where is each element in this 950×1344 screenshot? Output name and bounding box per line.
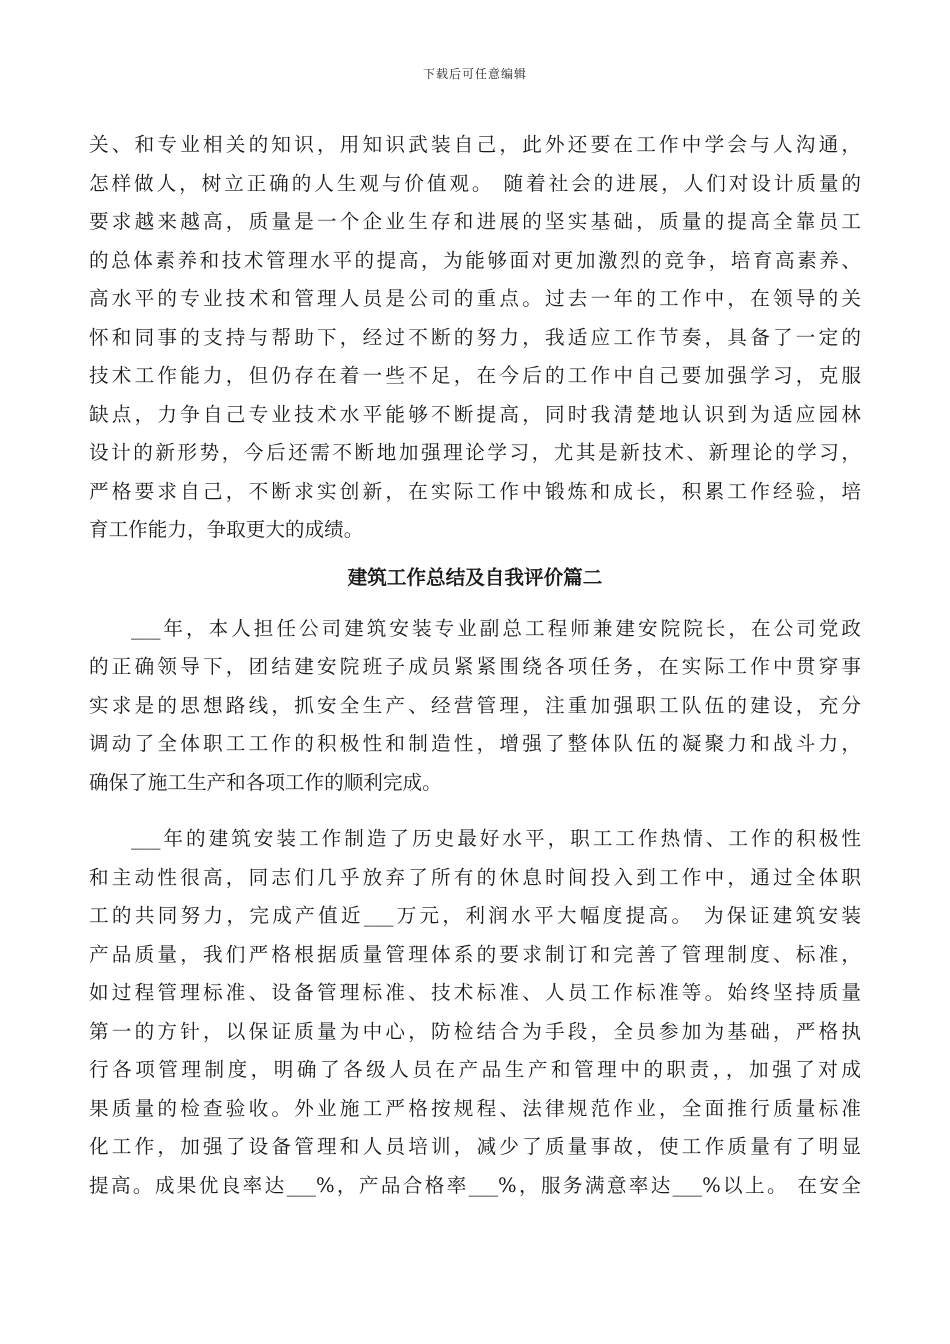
text-line: 产品质量，我们严格根据质量管理体系的要求制订和完善了管理制度、标准， <box>89 942 861 966</box>
text-line: ___年，本人担任公司建筑安装专业副总工程师兼建安院院长，在公司党政 <box>131 616 861 640</box>
text-line: 工的共同努力，完成产值近___万元，利润水平大幅度提高。 为保证建筑安装 <box>89 904 861 927</box>
text-line: 调动了全体职工工作的积极性和制造性，增强了整体队伍的凝聚力和战斗力， <box>89 732 861 755</box>
text-line: 化工作，加强了设备管理和人员培训，减少了质量事故，使工作质量有了明显 <box>89 1135 861 1158</box>
text-line: 育工作能力，争取更大的成绩。 <box>89 518 364 541</box>
text-line: 设计的新形势，今后还需不断地加强理论学习，尤其是新技术、新理论的学习， <box>89 441 861 464</box>
text-line: 第一的方针，以保证质量为中心，防检结合为手段，全员参加为基础，严格执 <box>89 1019 861 1043</box>
paragraph-spacer <box>89 802 861 820</box>
text-line: 严格要求自己，不断求实创新，在实际工作中锻炼和成长，积累工作经验，培 <box>89 479 861 503</box>
text-line: 果质量的检查验收。外业施工严格按规程、法律规范作业，全面推行质量标准 <box>89 1096 861 1120</box>
text-line: 缺点，力争自己专业技术水平能够不断提高，同时我清楚地认识到为适应园林 <box>89 402 861 426</box>
text-line: 确保了施工生产和各项工作的顺利完成。 <box>89 770 442 794</box>
text-line: ___年的建筑安装工作制造了历史最好水平，职工工作热情、工作的积极性 <box>131 827 861 850</box>
document-body <box>89 126 861 1205</box>
text-line: 技术工作能力，但仍存在着一些不足，在今后的工作中自己要加强学习，克服 <box>89 364 861 387</box>
text-line: 提高。成果优良率达___%，产品合格率___%，服务满意率达___%以上。 在安全 <box>89 1173 861 1197</box>
text-line: 的总体素养和技术管理水平的提高，为能够面对更加激烈的竞争，培育高素养、 <box>89 248 861 272</box>
text-line: 要求越来越高，质量是一个企业生存和进展的坚实基础，质量的提高全靠员工 <box>89 210 861 233</box>
text-line: 高水平的专业技术和管理人员是公司的重点。过去一年的工作中，在领导的关 <box>89 287 861 310</box>
page-header: 下载后可任意编辑 <box>422 67 527 81</box>
text-line: 如过程管理标准、设备管理标准、技术标准、人员工作标准等。始终坚持质量 <box>89 981 861 1004</box>
paragraph-2 <box>89 610 861 803</box>
text-line: 和主动性很高，同志们几乎放弃了所有的休息时间投入到工作中，通过全体职 <box>89 865 861 889</box>
text-line: 实求是的思想路线，抓安全生产、经营管理，注重加强职工队伍的建设，充分 <box>89 693 861 717</box>
section-title: 建筑工作总结及自我评价篇二 <box>347 565 603 589</box>
text-line: 的正确领导下，团结建安院班子成员紧紧围绕各项任务，在实际工作中贯穿事 <box>89 655 861 678</box>
paragraph-1 <box>89 126 861 550</box>
text-line: 关、和专业相关的知识，用知识武装自己，此外还要在工作中学会与人沟通， <box>89 133 861 156</box>
paragraph-3 <box>89 820 861 1205</box>
text-line: 怎样做人，树立正确的人生观与价值观。 随着社会的进展，人们对设计质量的 <box>89 171 861 195</box>
text-line: 行各项管理制度，明确了各级人员在产品生产和管理中的职责，，加强了对成 <box>89 1058 861 1081</box>
text-line: 怀和同事的支持与帮助下，经过不断的努力，我适应工作节奏，具备了一定的 <box>89 325 861 349</box>
